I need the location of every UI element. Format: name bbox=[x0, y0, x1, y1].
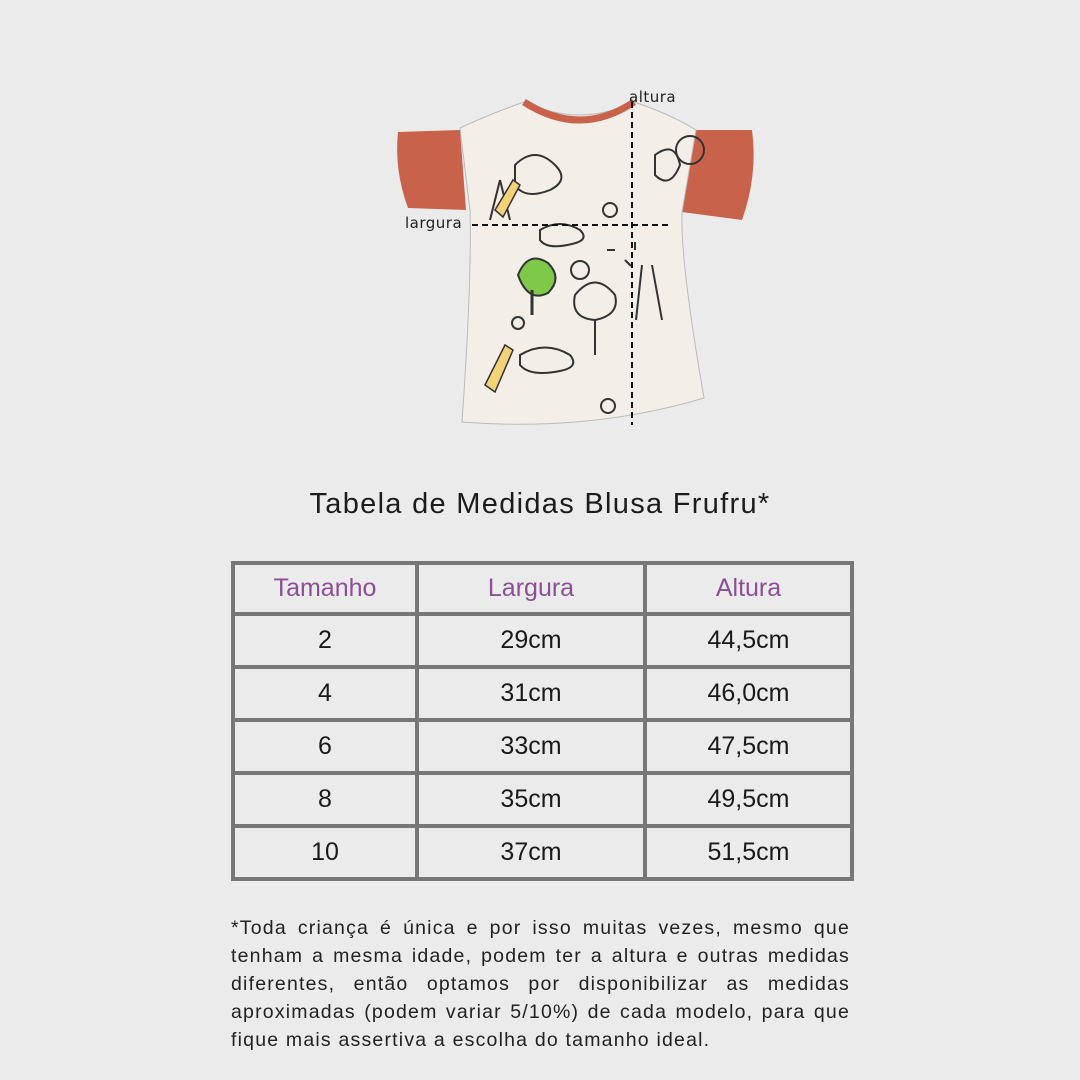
table-row bbox=[233, 773, 852, 826]
cell-width: 31cm bbox=[417, 667, 645, 720]
table-header-row bbox=[233, 563, 852, 614]
cell-height: 46,0cm bbox=[645, 667, 852, 720]
cell-height: 49,5cm bbox=[645, 773, 852, 826]
cell-size: 6 bbox=[233, 720, 417, 773]
table-row bbox=[233, 614, 852, 667]
table-row bbox=[233, 826, 852, 879]
cell-height: 51,5cm bbox=[645, 826, 852, 879]
footnote: *Toda criança é única e por isso muitas vezes, mesmo que tenham a mesma idade, podem ter a altura e outras medidas diferentes, então optamos por disponibilizar as medidas aproximadas (podem variar 5/10%) de cada modelo, para que fique mais assertiva a escolha do tamanho ideal. bbox=[231, 917, 850, 1051]
cell-width: 35cm bbox=[417, 773, 645, 826]
shirt-illustration bbox=[390, 80, 770, 440]
cell-height: 47,5cm bbox=[645, 720, 852, 773]
left-sleeve bbox=[397, 130, 466, 210]
cell-size: 4 bbox=[233, 667, 417, 720]
width-label: largura bbox=[405, 214, 463, 232]
table-row bbox=[233, 667, 852, 720]
cell-size: 2 bbox=[233, 614, 417, 667]
height-label: altura bbox=[629, 88, 677, 106]
cell-height: 44,5cm bbox=[645, 614, 852, 667]
page-title: Tabela de Medidas Blusa Frufru* bbox=[309, 488, 771, 520]
cell-size: 10 bbox=[233, 826, 417, 879]
header-height: Altura bbox=[645, 563, 852, 614]
cell-size: 8 bbox=[233, 773, 417, 826]
shirt-drawing bbox=[390, 80, 770, 440]
header-width: Largura bbox=[417, 563, 645, 614]
header-size: Tamanho bbox=[233, 563, 417, 614]
cell-width: 37cm bbox=[417, 826, 645, 879]
cell-width: 29cm bbox=[417, 614, 645, 667]
cell-width: 33cm bbox=[417, 720, 645, 773]
table-row bbox=[233, 720, 852, 773]
size-table bbox=[231, 561, 854, 881]
